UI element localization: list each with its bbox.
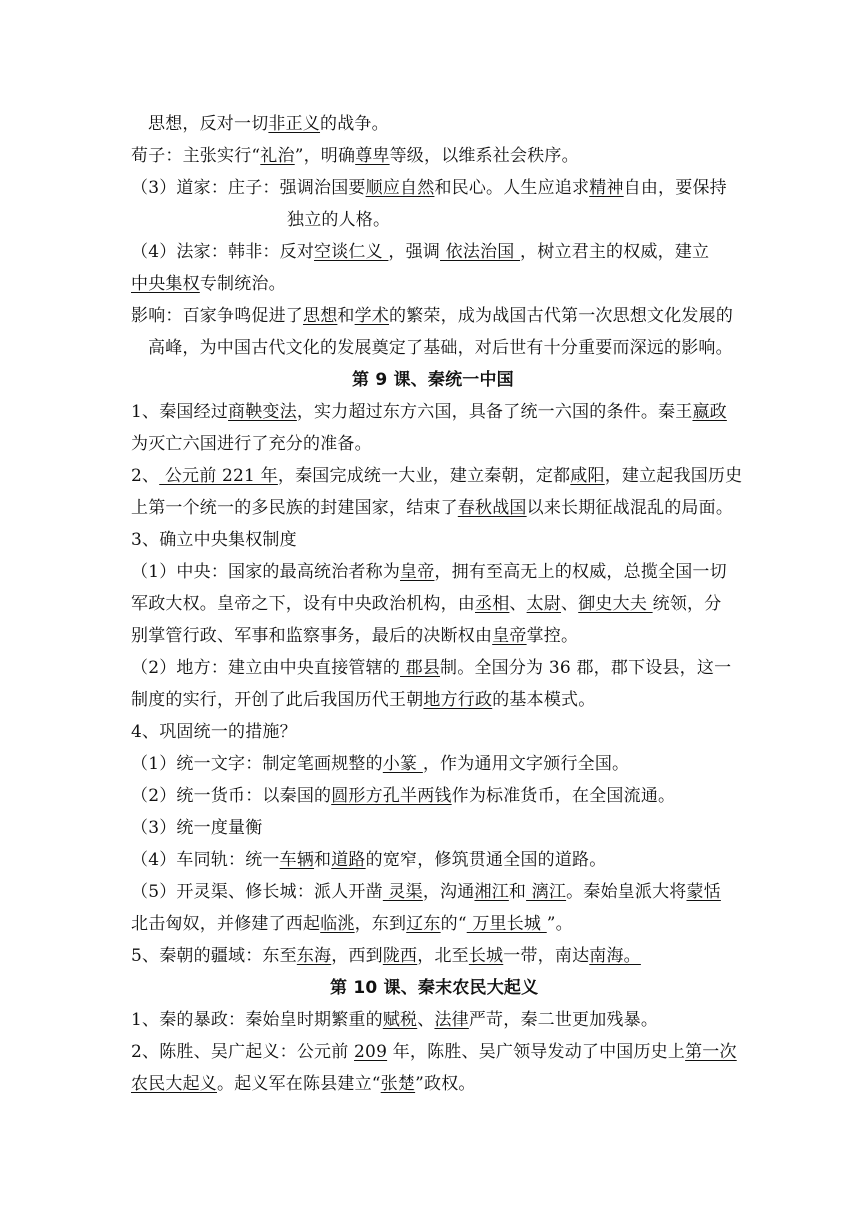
text-run: 上第一个统一的多民族的封建国家，结束了	[131, 498, 458, 518]
text-run: 一带，南达	[503, 946, 590, 966]
text-line	[131, 848, 606, 874]
text-run: 1、秦国经过	[131, 402, 229, 422]
text-run: 的“	[440, 914, 467, 934]
text-run: ，建立起我国历史	[604, 466, 743, 486]
underlined-answer: 皇帝	[492, 626, 527, 646]
text-run: （3）统一度量衡	[131, 818, 263, 838]
text-run: 北击匈奴，并修建了西起	[131, 914, 321, 934]
text-run: 专制统治。	[199, 274, 286, 294]
underlined-answer: 东海	[296, 946, 332, 966]
text-line	[131, 464, 742, 490]
underlined-answer: 精神	[589, 178, 624, 198]
text-run: 严苛，秦二世更加残暴。	[468, 1010, 659, 1030]
underlined-answer: 209	[354, 1042, 388, 1062]
underlined-answer: 漓江	[526, 882, 567, 902]
underlined-answer: 思想	[303, 306, 338, 326]
text-line	[131, 688, 595, 714]
text-run: 和民心。人生应追求	[434, 178, 590, 198]
text-run: （2）地方：建立由中央直接管辖的	[131, 658, 401, 678]
underlined-answer: 空谈仁义	[314, 242, 389, 262]
text-run: （4）车同轨：统一	[131, 850, 280, 870]
text-run: ”政权。	[415, 1074, 476, 1094]
text-line	[131, 624, 578, 650]
underlined-answer: 蒙恬	[686, 882, 721, 902]
underlined-answer: 法律	[434, 1010, 469, 1030]
text-run: 1、秦的暴政：秦始皇时期繁重的	[131, 1010, 383, 1030]
text-run: 为灭亡六国进行了充分的准备。	[131, 434, 372, 454]
text-run: 等级，以维系社会秩序。	[389, 146, 579, 166]
text-run: （1）中央：国家的最高统治者称为	[131, 562, 401, 582]
underlined-answer: 车辆	[279, 850, 315, 870]
underlined-answer: 道路	[331, 850, 366, 870]
text-run: 统领，分	[652, 594, 722, 614]
text-run: 思想，反对一切	[148, 114, 269, 134]
underlined-answer: 商鞅变法	[228, 402, 297, 422]
text-line	[131, 592, 721, 618]
text-run: 4、巩固统一的措施？	[131, 722, 297, 742]
underlined-answer: 辽东	[406, 914, 441, 934]
underlined-answer: 郡县	[400, 658, 441, 678]
text-run: 年，陈胜、吴广领导发动了中国历史上	[387, 1042, 686, 1062]
text-line	[131, 880, 721, 906]
underlined-answer: 公元前 221 年	[159, 466, 278, 486]
text-line	[131, 400, 727, 426]
text-run: 制。全国分为 36 郡，郡下设县，这一	[440, 658, 732, 678]
underlined-answer: 地方行政	[423, 690, 493, 710]
text-line	[131, 1008, 658, 1034]
underlined-answer: 灵渠	[382, 882, 423, 902]
text-run: （2）统一货币：以秦国的	[131, 786, 332, 806]
underlined-answer: 皇帝	[400, 562, 435, 582]
text-run: （4）法家：韩非：反对	[131, 242, 315, 262]
underlined-answer: 临洮	[320, 914, 355, 934]
underlined-answer: 顺应自然	[365, 178, 435, 198]
lesson-heading	[352, 368, 514, 394]
text-run: ，沟通	[422, 882, 475, 902]
text-line	[287, 208, 390, 234]
text-run: ，东到	[354, 914, 407, 934]
underlined-answer: 第一次	[685, 1042, 737, 1062]
text-line	[131, 1072, 476, 1098]
text-line	[131, 944, 641, 970]
text-line	[131, 176, 727, 202]
text-line	[148, 112, 389, 138]
text-run: ”，明确	[294, 146, 356, 166]
text-run: （3）道家：庄子：强调治国要	[131, 178, 366, 198]
text-run: 第 9 课、秦统一中国	[352, 370, 514, 390]
text-run: 别掌管行政、军事和监察事务，最后的决断权由	[131, 626, 493, 646]
underlined-answer: 非正义	[268, 114, 321, 134]
text-run: 2、	[131, 466, 160, 486]
underlined-answer: 万里长城	[466, 914, 547, 934]
text-run: 第 10 课、秦末农民大起义	[330, 978, 539, 998]
text-run: 高峰，为中国古代文化的发展奠定了基础，对后世有十分重要而深远的影响。	[148, 338, 733, 358]
text-run: 的繁荣，成为战国古代第一次思想文化发展的	[389, 306, 734, 326]
underlined-answer: 嬴政	[692, 402, 727, 422]
underlined-answer: 太尉	[526, 594, 562, 614]
underlined-answer: 小篆	[382, 754, 423, 774]
text-run: 军政大权。皇帝之下，设有中央政治机构，由	[131, 594, 475, 614]
text-line	[131, 784, 675, 810]
text-run: 的基本模式。	[492, 690, 596, 710]
underlined-answer: 尊卑	[355, 146, 390, 166]
text-run: ，实力超过东方六国，具备了统一六国的条件。秦王	[296, 402, 693, 422]
text-run: 和	[314, 850, 332, 870]
text-line	[131, 1040, 737, 1066]
underlined-answer: 丞相	[475, 594, 510, 614]
text-run: 和	[508, 882, 527, 902]
text-run: ，作为通用文字颁行全国。	[422, 754, 630, 774]
text-line	[131, 144, 579, 170]
text-line	[131, 720, 297, 746]
text-run: （1）统一文字：制定笔画规整的	[131, 754, 383, 774]
text-run: 、	[509, 594, 527, 614]
text-run: 2、陈胜、吴广起义：公元前	[131, 1042, 355, 1062]
text-line	[131, 432, 372, 458]
text-run: ，秦国完成统一大业，建立秦朝，定都	[277, 466, 571, 486]
text-line	[131, 496, 733, 522]
underlined-answer: 御史大夫	[578, 594, 653, 614]
underlined-answer: 春秋战国	[457, 498, 527, 518]
underlined-answer: 依法治国	[440, 242, 521, 262]
text-run: 、	[417, 1010, 435, 1030]
text-run: 的战争。	[320, 114, 389, 134]
text-run: 、	[561, 594, 579, 614]
text-run: ，拥有至高无上的权威，总揽全国一切	[434, 562, 727, 582]
text-line	[148, 336, 733, 362]
underlined-answer: 张楚	[380, 1074, 416, 1094]
text-run: 以来长期征战混乱的局面。	[526, 498, 734, 518]
lesson-heading	[330, 976, 538, 1002]
text-run: 影响：百家争鸣促进了	[131, 306, 303, 326]
text-line	[131, 272, 286, 298]
text-run: 独立的人格。	[287, 210, 391, 230]
underlined-answer: 农民大起义	[131, 1074, 217, 1094]
text-run: 制度的实行，开创了此后我国历代王朝	[131, 690, 424, 710]
underlined-answer: 中央集权	[131, 274, 200, 294]
text-line	[131, 656, 731, 682]
text-line	[131, 240, 709, 266]
text-run: 3、确立中央集权制度	[131, 530, 297, 550]
text-run: ，树立君主的权威，建立	[520, 242, 710, 262]
text-run: ，北至	[417, 946, 469, 966]
text-run: ”。	[546, 914, 573, 934]
text-run: 。起义军在陈县建立“	[217, 1074, 381, 1094]
text-run: ，强调	[388, 242, 441, 262]
underlined-answer: 学术	[354, 306, 390, 326]
underlined-answer: 咸阳	[570, 466, 605, 486]
underlined-answer: 圆形方孔半两钱	[331, 786, 452, 806]
text-line	[131, 304, 733, 330]
text-run: 。秦始皇派大将	[566, 882, 687, 902]
text-run: ，西到	[331, 946, 383, 966]
text-run: 荀子：主张实行“	[131, 146, 261, 166]
text-run: （5）开灵渠、修长城：派人开凿	[131, 882, 383, 902]
text-line	[131, 752, 629, 778]
underlined-answer: 南海。	[589, 946, 641, 966]
text-run: 作为标准货币，在全国流通。	[451, 786, 676, 806]
underlined-answer: 礼治	[260, 146, 295, 166]
text-run: 掌控。	[526, 626, 579, 646]
text-run: 5、秦朝的疆域：东至	[131, 946, 297, 966]
text-line	[131, 528, 297, 554]
text-run: 和	[337, 306, 355, 326]
text-line	[131, 816, 262, 842]
underlined-answer: 陇西	[382, 946, 418, 966]
text-run: 自由，要保持	[623, 178, 727, 198]
text-line	[131, 912, 573, 938]
text-line	[131, 560, 727, 586]
underlined-answer: 赋税	[382, 1010, 418, 1030]
underlined-answer: 湘江	[474, 882, 509, 902]
underlined-answer: 长城	[468, 946, 504, 966]
text-run: 的宽窄，修筑贯通全国的道路。	[365, 850, 607, 870]
